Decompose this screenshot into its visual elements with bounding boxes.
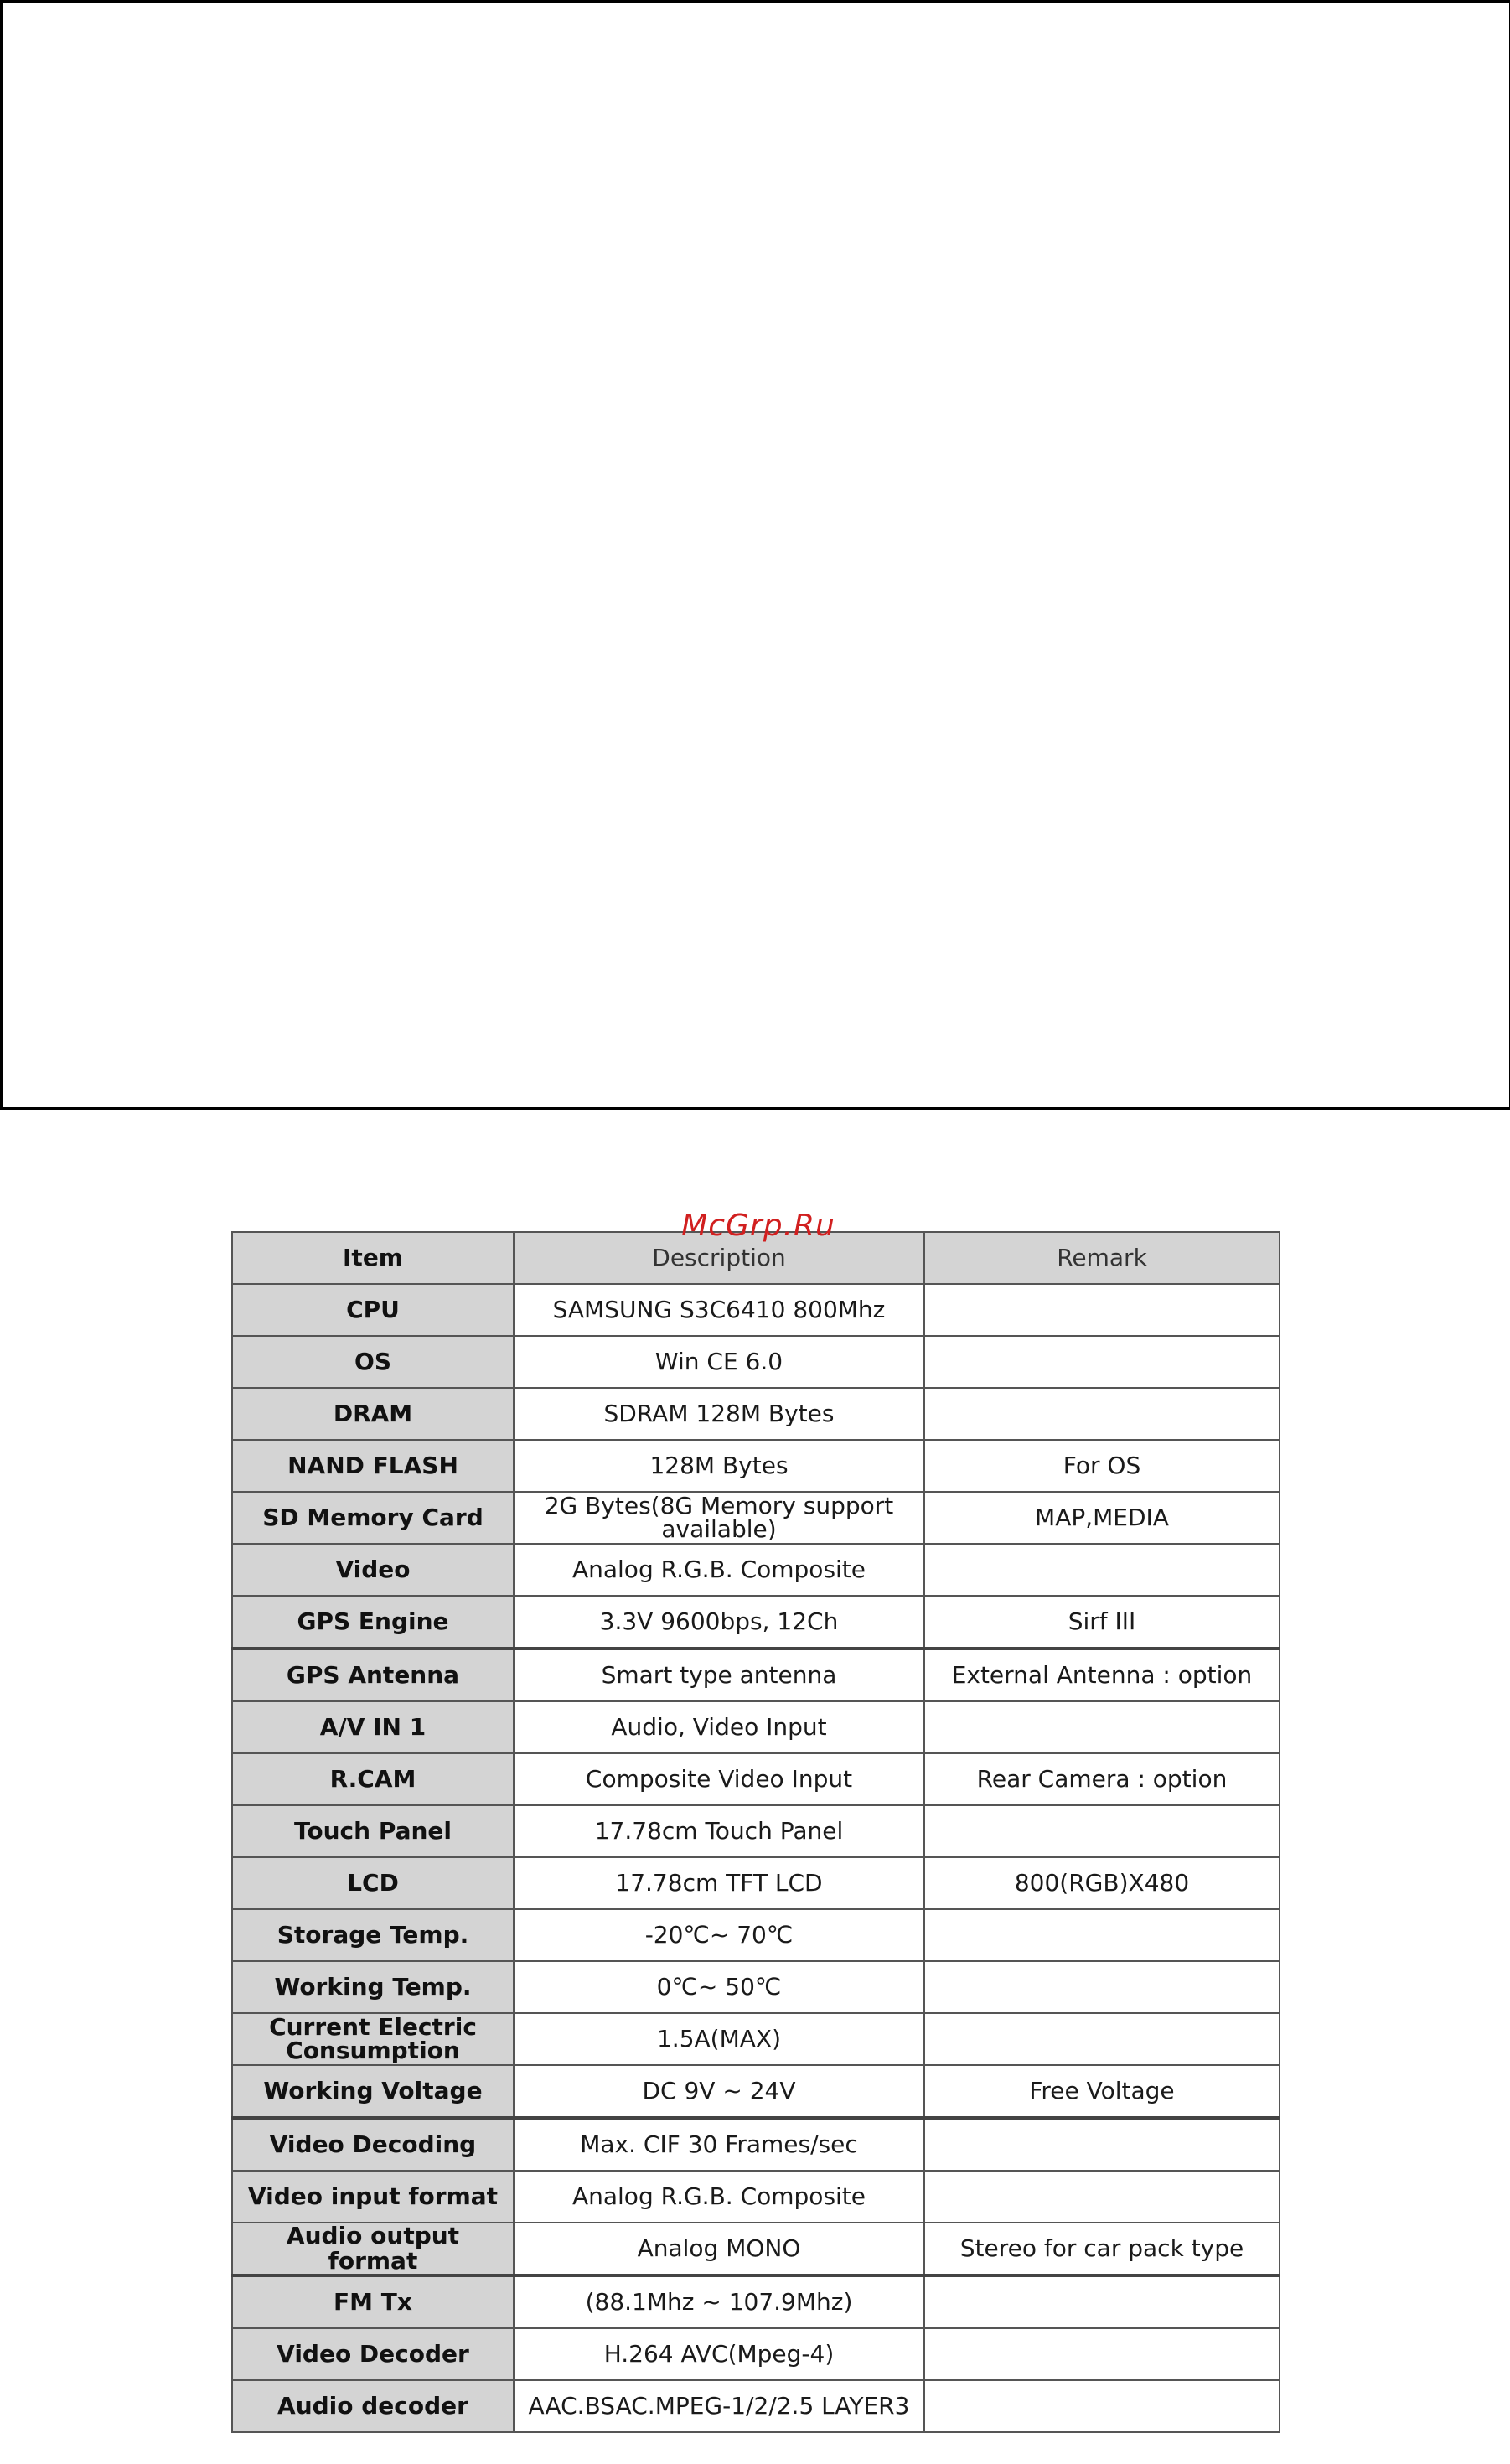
row-item: SD Memory Card [232, 1492, 514, 1544]
row-remark: Sirf III [924, 1596, 1280, 1649]
row-item: GPS Engine [232, 1596, 514, 1649]
row-item: Working Temp. [232, 1961, 514, 2013]
row-description: AAC.BSAC.MPEG-1/2/2.5 LAYER3 [514, 2380, 924, 2432]
table-row [232, 2013, 1280, 2065]
row-description: -20℃~ 70℃ [514, 1909, 924, 1961]
row-item: DRAM [232, 1388, 514, 1440]
row-remark [924, 2275, 1280, 2328]
row-description: 17.78cm TFT LCD [514, 1857, 924, 1909]
row-item: Video Decoder [232, 2328, 514, 2380]
row-item: OS [232, 1336, 514, 1388]
row-description: 1.5A(MAX) [514, 2013, 924, 2065]
row-description: H.264 AVC(Mpeg-4) [514, 2328, 924, 2380]
row-remark: External Antenna : option [924, 1649, 1280, 1701]
row-remark [924, 2328, 1280, 2380]
row-item: Working Voltage [232, 2065, 514, 2118]
row-description: Audio, Video Input [514, 1701, 924, 1753]
row-remark [924, 1909, 1280, 1961]
row-description: (88.1Mhz ~ 107.9Mhz) [514, 2275, 924, 2328]
row-description: 0℃~ 50℃ [514, 1961, 924, 2013]
table-row [232, 1753, 1280, 1805]
header-remark: Remark [924, 1232, 1280, 1284]
row-description: 17.78cm Touch Panel [514, 1805, 924, 1857]
row-remark [924, 1961, 1280, 2013]
header-item: Item [232, 1232, 514, 1284]
table-row [232, 1909, 1280, 1961]
row-remark [924, 1336, 1280, 1388]
table-row [232, 2118, 1280, 2171]
row-remark [924, 2380, 1280, 2432]
row-item: Video input format [232, 2171, 514, 2223]
row-item: NAND FLASH [232, 1440, 514, 1492]
watermark: McGrp.Ru [681, 1209, 835, 1243]
row-remark [924, 1284, 1280, 1336]
row-item: R.CAM [232, 1753, 514, 1805]
table-row [232, 1701, 1280, 1753]
row-remark: 800(RGB)X480 [924, 1857, 1280, 1909]
row-item: GPS Antenna [232, 1649, 514, 1701]
row-item: Audio decoder [232, 2380, 514, 2432]
row-remark: Free Voltage [924, 2065, 1280, 2118]
table-row [232, 1805, 1280, 1857]
row-remark [924, 1805, 1280, 1857]
row-item: Video Decoding [232, 2118, 514, 2171]
row-item: Video [232, 1544, 514, 1596]
spec-table [231, 1231, 1280, 2433]
row-description: SAMSUNG S3C6410 800Mhz [514, 1284, 924, 1336]
row-item: Audio output format [232, 2223, 514, 2275]
table-row [232, 2380, 1280, 2432]
row-description: Analog R.G.B. Composite [514, 2171, 924, 2223]
row-item: CPU [232, 1284, 514, 1336]
row-description: Analog MONO [514, 2223, 924, 2275]
row-description: 2G Bytes(8G Memory support available) [514, 1492, 924, 1544]
table-row [232, 1649, 1280, 1701]
row-remark [924, 2013, 1280, 2065]
row-description: Max. CIF 30 Frames/sec [514, 2118, 924, 2171]
row-item: A/V IN 1 [232, 1701, 514, 1753]
row-description: 128M Bytes [514, 1440, 924, 1492]
table-row [232, 1544, 1280, 1596]
row-remark: MAP,MEDIA [924, 1492, 1280, 1544]
table-row [232, 1336, 1280, 1388]
table-row [232, 2223, 1280, 2275]
table-row [232, 2171, 1280, 2223]
row-remark: Rear Camera : option [924, 1753, 1280, 1805]
row-item: LCD [232, 1857, 514, 1909]
row-remark [924, 1388, 1280, 1440]
table-row [232, 1857, 1280, 1909]
row-description: Analog R.G.B. Composite [514, 1544, 924, 1596]
row-remark [924, 1544, 1280, 1596]
blank-frame [0, 0, 1510, 1110]
row-description: Composite Video Input [514, 1753, 924, 1805]
table-row [232, 1596, 1280, 1649]
row-description: SDRAM 128M Bytes [514, 1388, 924, 1440]
row-remark [924, 1701, 1280, 1753]
table-row [232, 2065, 1280, 2118]
table-row [232, 2328, 1280, 2380]
row-remark [924, 2118, 1280, 2171]
row-description: Smart type antenna [514, 1649, 924, 1701]
table-row [232, 1388, 1280, 1440]
row-item: Touch Panel [232, 1805, 514, 1857]
table-row [232, 2275, 1280, 2328]
row-item: Current Electric Consumption [232, 2013, 514, 2065]
row-remark [924, 2171, 1280, 2223]
table-row [232, 1492, 1280, 1544]
row-description: 3.3V 9600bps, 12Ch [514, 1596, 924, 1649]
row-description: Win CE 6.0 [514, 1336, 924, 1388]
header-description: Description [514, 1232, 924, 1284]
row-description: DC 9V ~ 24V [514, 2065, 924, 2118]
table-row [232, 1440, 1280, 1492]
row-remark: For OS [924, 1440, 1280, 1492]
row-item: Storage Temp. [232, 1909, 514, 1961]
table-row [232, 1284, 1280, 1336]
row-item: FM Tx [232, 2275, 514, 2328]
row-remark: Stereo for car pack type [924, 2223, 1280, 2275]
table-row [232, 1961, 1280, 2013]
